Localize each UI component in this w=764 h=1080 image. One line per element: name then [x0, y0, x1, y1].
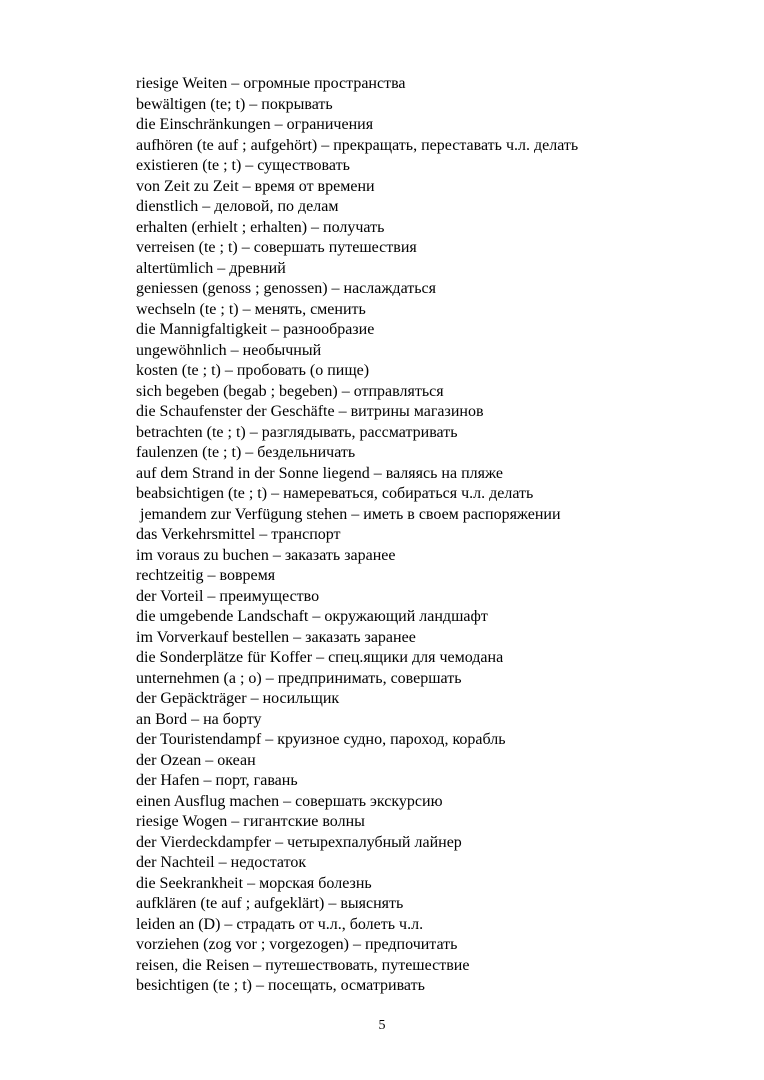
- vocabulary-entry: geniessen (genoss ; genossen) – наслаждаться: [136, 280, 436, 297]
- vocabulary-entry: reisen, die Reisen – путешествовать, путешествие: [136, 956, 470, 974]
- vocabulary-entry: der Vierdeckdampfer – четырехпалубный лайнер: [136, 833, 462, 851]
- vocabulary-entry: einen Ausflug machen – совершать экскурсию: [136, 792, 443, 810]
- vocabulary-entry: beabsichtigen (te ; t) – намереваться, собираться ч.л. делать: [136, 485, 534, 502]
- vocabulary-entry: sich begeben (begab ; begeben) – отправляться: [136, 382, 444, 400]
- vocabulary-entry: besichtigen (te ; t) – посещать, осматривать: [136, 977, 425, 994]
- vocabulary-entry: an Bord – на борту: [136, 710, 262, 728]
- vocabulary-entry: auf dem Strand in der Sonne liegend – валяясь на пляже: [136, 464, 503, 482]
- vocabulary-entry: die Einschränkungen – ограничения: [136, 116, 374, 133]
- vocabulary-entry: der Hafen – порт, гавань: [136, 772, 298, 789]
- vocabulary-entry: rechtzeitig – вовремя: [136, 567, 276, 584]
- vocabulary-entry: der Nachteil – недостаток: [136, 854, 307, 871]
- vocabulary-entry: unternehmen (a ; o) – предпринимать, совершать: [136, 669, 462, 687]
- vocabulary-entry: faulenzen (te ; t) – бездельничать: [136, 444, 356, 461]
- vocabulary-entry: der Ozean – океан: [136, 751, 256, 769]
- vocabulary-entry: kosten (te ; t) – пробовать (о пище): [136, 362, 370, 379]
- vocabulary-entry: von Zeit zu Zeit – время от времени: [136, 177, 375, 195]
- vocabulary-entry: altertümlich – древний: [136, 259, 286, 277]
- vocabulary-entry: der Gepäckträger – носильщик: [136, 690, 340, 707]
- vocabulary-entry: im voraus zu buchen – заказать заранее: [136, 546, 396, 564]
- vocabulary-entry: der Vorteil – преимущество: [136, 587, 320, 605]
- vocabulary-entry: jemandem zur Verfügung stehen – иметь в своем распоряжении: [136, 505, 561, 523]
- vocabulary-entry: die umgebende Landschaft – окружающий ландшафт: [136, 608, 488, 625]
- vocabulary-entry: aufklären (te auf ; aufgeklärt) – выяснять: [136, 895, 404, 912]
- vocabulary-entry: der Touristendampf – круизное судно, пароход, корабль: [136, 731, 506, 748]
- vocabulary-entry: wechseln (te ; t) – менять, сменить: [136, 300, 366, 318]
- vocabulary-entry: vorziehen (zog vor ; vorgezogen) – предпочитать: [136, 936, 458, 953]
- vocabulary-entry: die Seekrankheit – морская болезнь: [136, 874, 372, 892]
- vocabulary-entry: existieren (te ; t) – существовать: [136, 157, 350, 174]
- vocabulary-entry: riesige Weiten – огромные пространства: [136, 75, 406, 92]
- vocabulary-entry: die Sonderplätze für Koffer – спец.ящики для чемодана: [136, 649, 504, 666]
- vocabulary-entry: ungewöhnlich – необычный: [136, 341, 322, 359]
- vocabulary-entry: riesige Wogen – гигантские волны: [136, 813, 365, 830]
- vocabulary-entry: das Verkehrsmittel – транспорт: [136, 526, 341, 543]
- vocabulary-entry: dienstlich – деловой, по делам: [136, 198, 339, 215]
- vocabulary-entry: bewältigen (te; t) – покрывать: [136, 95, 333, 113]
- vocabulary-entry: erhalten (erhielt ; erhalten) – получать: [136, 218, 385, 236]
- vocabulary-entry: die Schaufenster der Geschäfte – витрины магазинов: [136, 403, 484, 420]
- page-number: 5: [378, 1018, 386, 1033]
- vocabulary-entry: aufhören (te auf ; aufgehört) – прекращать, переставать ч.л. делать: [136, 136, 579, 154]
- vocabulary-entry: leiden an (D) – страдать от ч.л., болеть ч.л.: [136, 915, 424, 933]
- vocabulary-entry: im Vorverkauf bestellen – заказать заранее: [136, 628, 416, 646]
- vocabulary-list: [136, 74, 696, 997]
- vocabulary-entry: die Mannigfaltigkeit – разнообразие: [136, 321, 375, 338]
- vocabulary-entry: betrachten (te ; t) – разглядывать, рассматривать: [136, 423, 458, 441]
- vocabulary-entry: verreisen (te ; t) – совершать путешествия: [136, 239, 417, 256]
